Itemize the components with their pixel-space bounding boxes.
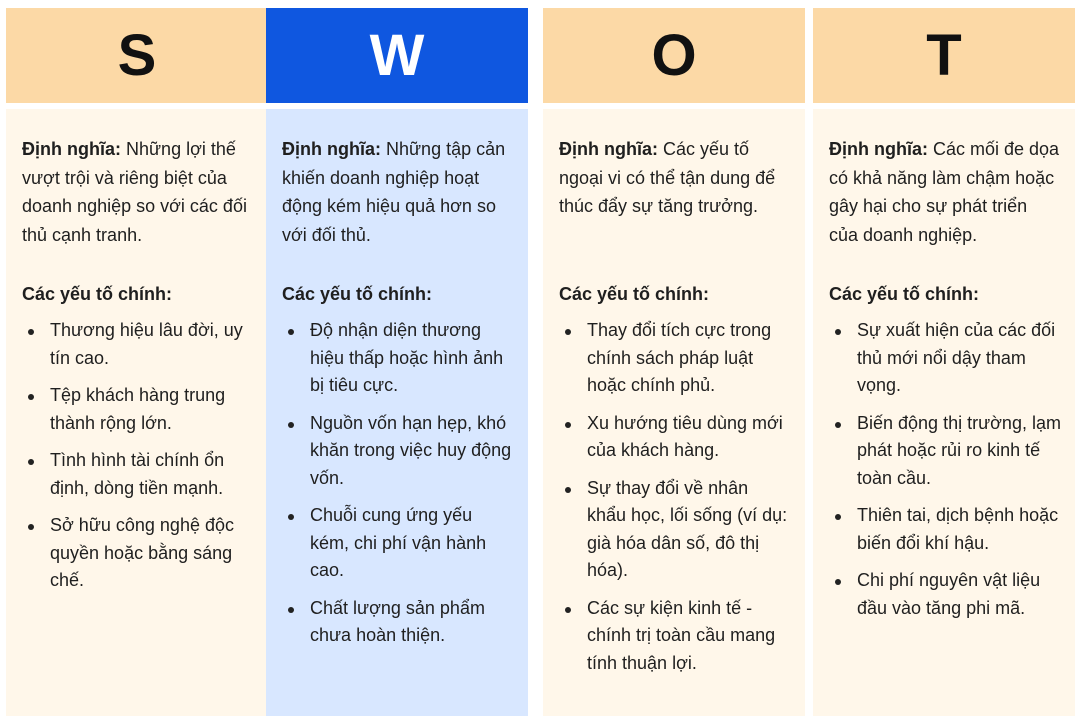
- swot-column-strengths: [6, 8, 268, 716]
- section-title: Các yếu tố chính:: [829, 284, 980, 304]
- definition-label: Định nghĩa:: [559, 139, 658, 159]
- column-letter: S: [6, 8, 268, 103]
- swot-column-opportunities: [543, 8, 805, 716]
- column-body: [543, 109, 805, 716]
- section-title: Các yếu tố chính:: [559, 284, 710, 304]
- list-item: Chuỗi cung ứng yếu kém, chi phí vận hành cao.: [282, 502, 514, 585]
- section-title: Các yếu tố chính:: [22, 284, 173, 304]
- factor-list: [559, 317, 791, 677]
- list-item: Thiên tai, dịch bệnh hoặc biến đổi khí hậu.: [829, 502, 1061, 557]
- definition: [829, 135, 1061, 253]
- definition-text: Những lợi thế vượt trội và riêng biệt của doanh nghiệp so với các đối thủ cạnh tranh.: [22, 139, 247, 245]
- definition: [22, 135, 254, 253]
- list-item: Biến động thị trường, lạm phát hoặc rủi ro kinh tế toàn cầu.: [829, 410, 1061, 493]
- definition-label: Định nghĩa:: [22, 139, 121, 159]
- list-item: Độ nhận diện thương hiệu thấp hoặc hình ảnh bị tiêu cực.: [282, 317, 514, 400]
- list-item: Thương hiệu lâu đời, uy tín cao.: [22, 317, 254, 372]
- swot-column-weaknesses: [266, 8, 528, 716]
- list-item: Nguồn vốn hạn hẹp, khó khăn trong việc huy động vốn.: [282, 410, 514, 493]
- list-item: Các sự kiện kinh tế - chính trị toàn cầu mang tính thuận lợi.: [559, 595, 791, 678]
- column-body: [266, 109, 528, 716]
- factor-list: [829, 317, 1061, 622]
- factor-list: [282, 317, 514, 650]
- list-item: Sự xuất hiện của các đối thủ mới nổi dậy tham vọng.: [829, 317, 1061, 400]
- definition: [559, 135, 791, 253]
- list-item: Thay đổi tích cực trong chính sách pháp luật hoặc chính phủ.: [559, 317, 791, 400]
- section-title: Các yếu tố chính:: [282, 284, 433, 304]
- definition-text: Những tập cản khiến doanh nghiệp hoạt động kém hiệu quả hơn so với đối thủ.: [282, 139, 506, 245]
- list-item: Sự thay đổi về nhân khẩu học, lối sống (ví dụ: già hóa dân số, đô thị hóa).: [559, 475, 791, 585]
- list-item: Xu hướng tiêu dùng mới của khách hàng.: [559, 410, 791, 465]
- swot-column-threats: [813, 8, 1075, 716]
- column-letter: W: [266, 8, 528, 103]
- column-letter: O: [543, 8, 805, 103]
- list-item: Chi phí nguyên vật liệu đầu vào tăng phi mã.: [829, 567, 1061, 622]
- definition-text: Các yếu tố ngoại vi có thể tận dung để thúc đẩy sự tăng trưởng.: [559, 139, 776, 216]
- list-item: Chất lượng sản phẩm chưa hoàn thiện.: [282, 595, 514, 650]
- column-body: [813, 109, 1075, 716]
- list-item: Sở hữu công nghệ độc quyền hoặc bằng sáng chế.: [22, 512, 254, 595]
- factor-list: [22, 317, 254, 595]
- definition-text: Các mối đe dọa có khả năng làm chậm hoặc gây hại cho sự phát triển của doanh nghiệp.: [829, 139, 1060, 245]
- definition-label: Định nghĩa:: [829, 139, 928, 159]
- definition: [282, 135, 514, 253]
- list-item: Tệp khách hàng trung thành rộng lớn.: [22, 382, 254, 437]
- column-body: [6, 109, 268, 716]
- column-letter: T: [813, 8, 1075, 103]
- list-item: Tình hình tài chính ổn định, dòng tiền mạnh.: [22, 447, 254, 502]
- definition-label: Định nghĩa:: [282, 139, 381, 159]
